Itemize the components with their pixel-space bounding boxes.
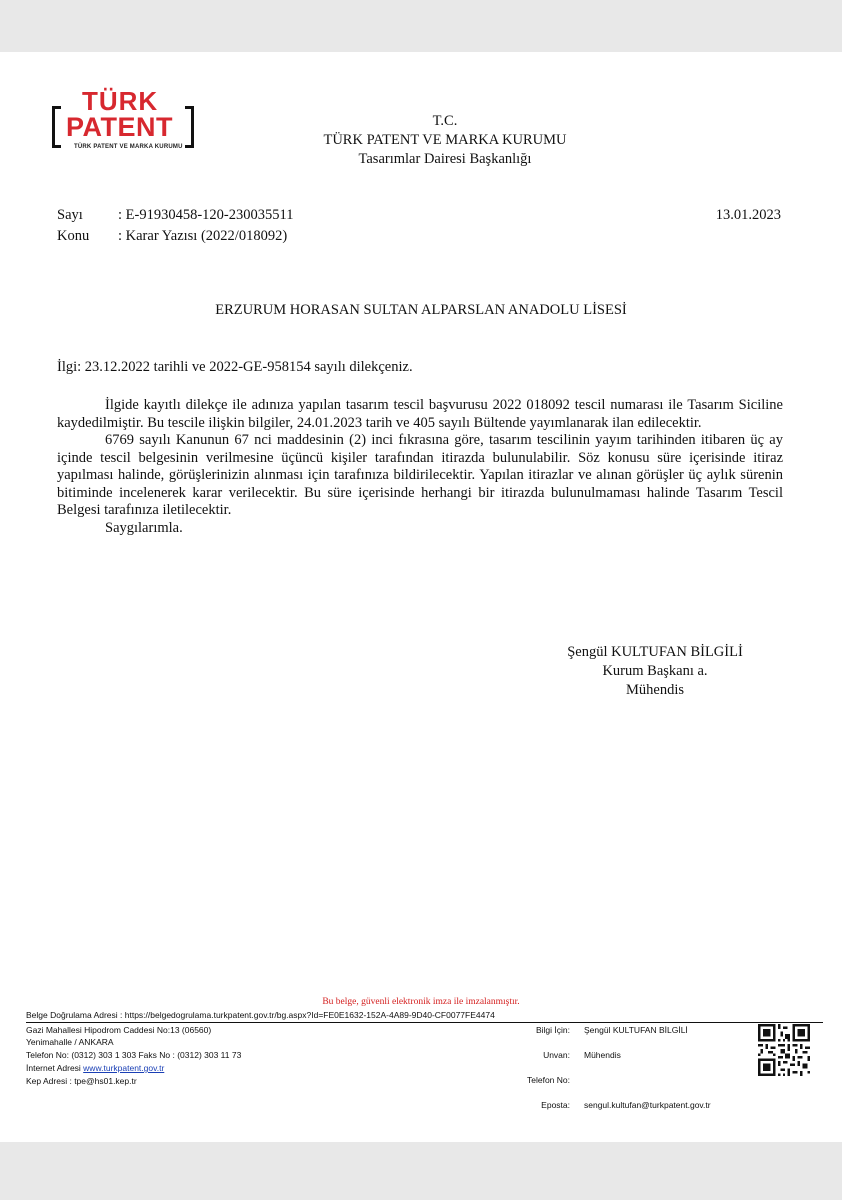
verification-address[interactable]: Belge Doğrulama Adresi : https://belgedogrulama.turkpatent.gov.tr/bg.aspx?Id=FE0E1632-152A-4A89-9D40-CF0077FE4474 (26, 1010, 495, 1020)
logo-bracket-right (185, 106, 194, 148)
address-line-1: Gazi Mahallesi Hipodrom Caddesi No:13 (06560) (26, 1025, 212, 1035)
body-paragraph-3: Saygılarımla. (105, 519, 183, 536)
unvan-value: Mühendis (584, 1050, 621, 1060)
logo-line2: PATENT (66, 112, 173, 142)
eposta-value[interactable]: sengul.kultufan@turkpatent.gov.tr (584, 1100, 711, 1110)
sayi-value: : E-91930458-120-230035511 (118, 207, 294, 223)
ilgi-line: İlgi: 23.12.2022 tarihli ve 2022-GE-958154 sayılı dilekçeniz. (57, 359, 413, 375)
body-paragraph-1: İlgide kayıtlı dilekçe ile adınıza yapılan tasarım tescil başvurusu 2022 018092 tescil numarası ile Tasarım Siciline kaydedilmiştir. Bu tescile ilişkin bilgiler, 24.01.2023 tarih ve 405 sayılı Bültende yayımlanarak ilan edilecektir. (57, 397, 783, 431)
eposta-label: Eposta: (541, 1100, 570, 1110)
kep-address: Kep Adresi : tpe@hs01.kep.tr (26, 1076, 137, 1086)
address-line-2: Yenimahalle / ANKARA (26, 1037, 114, 1047)
recipient: ERZURUM HORASAN SULTAN ALPARSLAN ANADOLU LİSESİ (215, 302, 627, 318)
logo-bracket-left (52, 106, 61, 148)
logo-line1: TÜRK (82, 86, 159, 116)
document-page (0, 52, 842, 1142)
signer-title: Kurum Başkanı a. (602, 663, 708, 679)
header-institution: TÜRK PATENT VE MARKA KURUMU (323, 132, 567, 148)
signer-name: Şengül KULTUFAN BİLGİLİ (567, 644, 743, 660)
esign-note: Bu belge, güvenli elektronik imza ile imzalanmıştır. (322, 997, 520, 1007)
unvan-label: Unvan: (543, 1050, 570, 1060)
logo-tagline: TÜRK PATENT VE MARKA KURUMU (74, 144, 183, 150)
web-address (26, 1063, 164, 1073)
qr-code (758, 1024, 810, 1076)
footer-divider (26, 1022, 823, 1023)
document-date: 13.01.2023 (715, 207, 781, 223)
header-department: Tasarımlar Dairesi Başkanlığı (358, 151, 532, 167)
turkpatent-logo (52, 88, 194, 154)
letter-body (57, 397, 783, 537)
info-label: Bilgi İçin: (535, 1025, 570, 1035)
header-tc: T.C. (432, 113, 458, 129)
tel-label: Telefon No: (527, 1075, 570, 1085)
sayi-label: Sayı (57, 207, 83, 223)
phone-fax: Telefon No: (0312) 303 1 303 Faks No : (0312) 303 11 73 (26, 1050, 242, 1060)
web-link[interactable]: www.turkpatent.gov.tr (83, 1063, 165, 1073)
konu-label: Konu (57, 228, 90, 244)
konu-value: : Karar Yazısı (2022/018092) (118, 228, 288, 244)
web-label: İnternet Adresi (26, 1063, 84, 1073)
info-value: Şengül KULTUFAN BİLGİLİ (584, 1025, 688, 1035)
signer-role: Mühendis (626, 682, 684, 698)
body-paragraph-2: 6769 sayılı Kanunun 67 nci maddesinin (2) inci fıkrasına göre, tasarım tescilinin yayım tarihinden itibaren üç ay içinde tescil belgesinin verilmesine üçüncü kişiler tarafından itirazda bulunulabilir. Söz konusu süre içerisinde itiraz yapılması halinde, görüşlerinizin alınması için tarafınıza bildirilecektir. Yapılan itirazlar ve alınan görüşler üç aylık sürenin bitiminde incelenerek karar verilecektir. Bu süre içerisinde herhangi bir itirazda bulunulmaması halinde Tasarım Tescil Belgesi tarafınıza iletilecektir. (57, 432, 783, 518)
